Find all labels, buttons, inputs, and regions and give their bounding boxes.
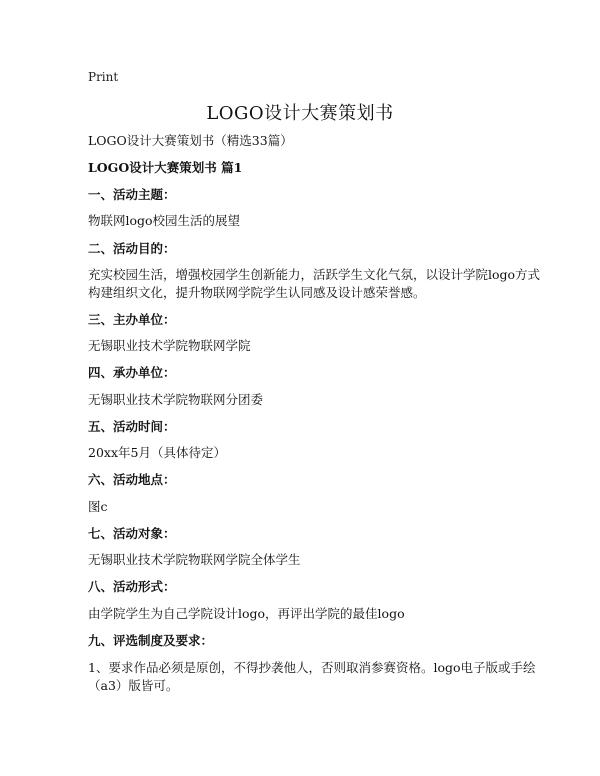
section-body: 无锡职业技术学院物联网学院 xyxy=(88,338,251,353)
section-body: 20xx年5月（具体待定） xyxy=(88,445,226,460)
section-body: 由学院学生为自己学院设计logo，再评出学院的最佳logo xyxy=(88,606,405,621)
section-heading: 九、评选制度及要求： xyxy=(88,633,214,648)
section-body: 物联网logo校园生活的展望 xyxy=(88,213,241,228)
page-title: LOGO设计大赛策划书 xyxy=(206,103,394,124)
section-body: 图c xyxy=(88,499,108,514)
print-label[interactable]: Print xyxy=(88,70,119,84)
section-body: 无锡职业技术学院物联网分团委 xyxy=(88,392,264,407)
section-body-line: 充实校园生活，增强校园学生创新能力，活跃学生文化气氛，以设计学院logo方式 xyxy=(88,267,541,282)
section-heading: 二、活动目的： xyxy=(88,241,176,256)
section-body-line: （a3）版皆可。 xyxy=(88,678,179,693)
section-heading: 五、活动时间： xyxy=(88,419,176,434)
section-heading: 七、活动对象： xyxy=(88,526,176,541)
section-body: 无锡职业技术学院物联网学院全体学生 xyxy=(88,552,301,567)
section-body-line: 1、要求作品必须是原创，不得抄袭他人，否则取消参赛资格。logo电子版或手绘 xyxy=(88,660,536,675)
subtitle: LOGO设计大赛策划书（精选33篇） xyxy=(88,133,293,148)
article-title: LOGO设计大赛策划书 篇1 xyxy=(88,160,243,175)
section-heading: 八、活动形式： xyxy=(88,579,176,594)
section-heading: 三、主办单位： xyxy=(88,312,176,327)
section-body-line: 构建组织文化，提升物联网学院学生认同感及设计感荣誉感。 xyxy=(88,285,426,300)
section-heading: 六、活动地点： xyxy=(88,472,176,487)
section-heading: 四、承办单位： xyxy=(88,365,176,380)
section-heading: 一、活动主题： xyxy=(88,187,176,202)
